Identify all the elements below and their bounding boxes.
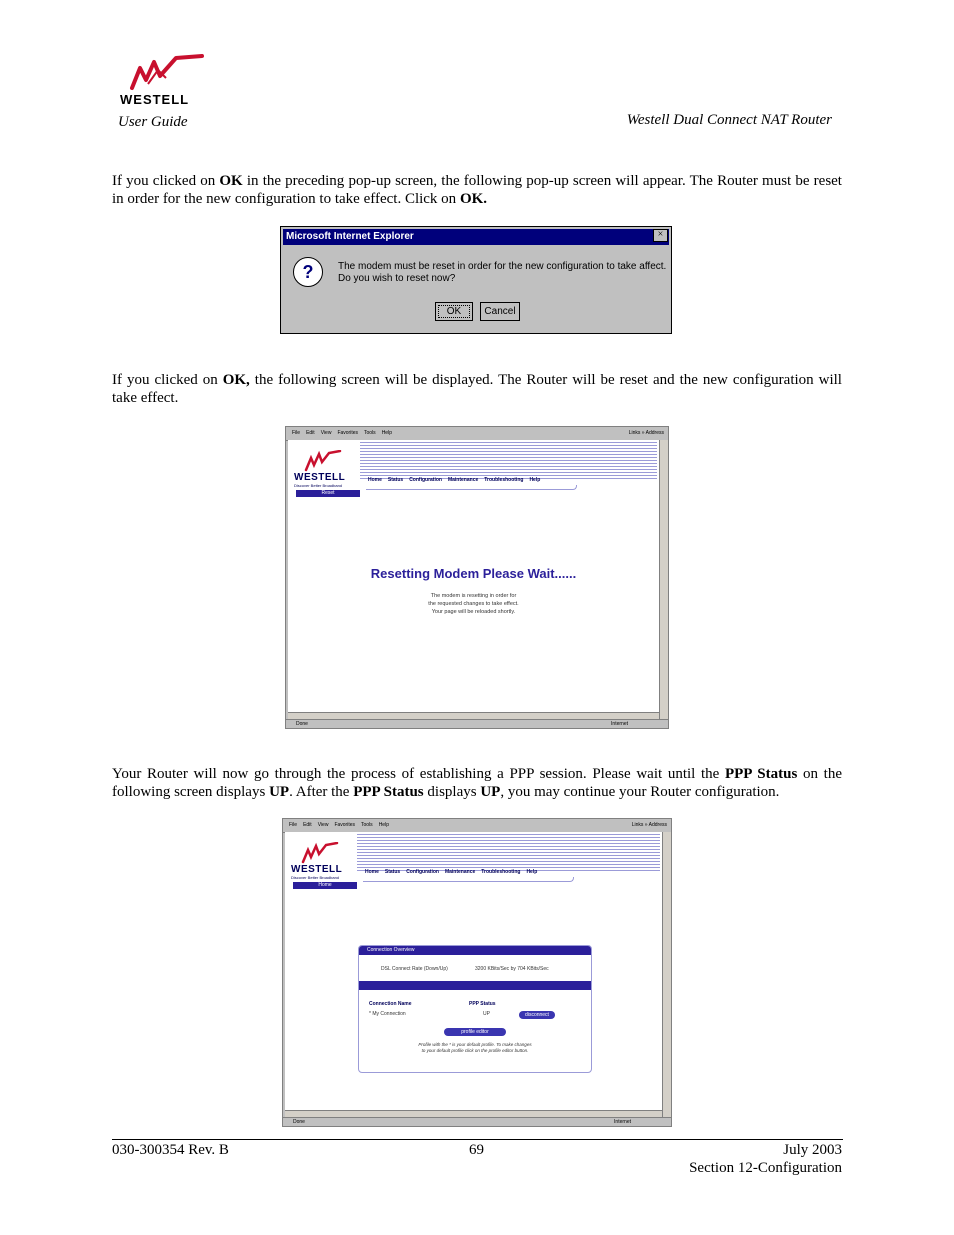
resetting-heading: Resetting Modem Please Wait...... [370,566,577,581]
nav-troubleshooting[interactable]: Troubleshooting [481,869,521,875]
ie-dialog [280,226,672,334]
browser-statusbar: Done Internet [283,1117,671,1126]
dialog-message: The modem must be reset in order for the new configuration to take affect. Do you wish to reset now? [338,261,667,284]
nav-help[interactable]: Help [526,869,538,875]
paragraph-1: If you clicked on OK in the preceding pop-up screen, the following pop-up screen will appear. The Router must be reset in order for the new configuration to take effect. Click on OK. [112,173,842,207]
browser-screenshot-home [282,818,672,1127]
browser-menubar: File Edit View Favorites Tools Help [286,427,668,441]
logo-text: WESTELL [120,92,190,107]
nav-home[interactable]: Home [368,477,382,483]
profile-editor-button[interactable]: profile editor [444,1028,506,1036]
overview-divider [359,981,591,990]
page-number: 69 [469,1142,484,1158]
westell-mini-logo-icon [299,842,339,864]
browser-tagline: Discover Better Broadband [291,875,340,880]
nav-troubleshooting[interactable]: Troubleshooting [484,477,524,483]
footer-rule [112,1139,843,1140]
browser-nav [365,869,543,875]
footer-section: Section 12-Configuration [689,1160,842,1176]
header-stripes [360,442,657,480]
connection-name: * My Connection [369,1011,406,1017]
westell-logo [118,54,204,106]
col-connection-name: Connection Name [369,1001,412,1007]
browser-logo: WESTELL [291,864,343,875]
vertical-scrollbar[interactable] [662,832,671,1117]
footer-doc-number: 030-300354 Rev. B [112,1142,229,1158]
nav-configuration[interactable]: Configuration [409,477,442,483]
profile-note: Profile with the * is your default profile. To make changes to your default profile click on the profile editor button. [418,1042,532,1053]
nav-home[interactable]: Home [365,869,379,875]
dialog-title: Microsoft Internet Explorer [283,229,669,245]
nav-maintenance[interactable]: Maintenance [447,477,479,483]
ok-button[interactable]: OK [435,302,473,321]
westell-logo-icon [118,54,204,94]
header-left: User Guide [118,114,188,130]
nav-maintenance[interactable]: Maintenance [444,869,476,875]
cancel-button[interactable]: Cancel [480,302,520,321]
rate-value: 3200 KBits/Sec by 704 KBits/Sec [475,966,549,972]
paragraph-3: Your Router will now go through the process of establishing a PPP session. Please wait until the PPP Status on the following screen displays UP. After the PPP Status displays UP, you may continue your Router configuration. [112,766,842,800]
disconnect-button[interactable]: disconnect [519,1011,555,1019]
nav-configuration[interactable]: Configuration [406,869,439,875]
ppp-status-value: UP [483,1011,490,1017]
browser-page [285,832,662,1110]
nav-status[interactable]: Status [387,477,404,483]
browser-nav [368,477,546,483]
connection-overview-box [358,945,592,1073]
browser-logo: WESTELL [294,472,346,483]
nav-help[interactable]: Help [529,477,541,483]
close-icon[interactable]: × [653,229,668,242]
question-icon: ? [293,257,323,287]
overview-title: Connection Overview [359,946,591,955]
paragraph-2: If you clicked on OK, the following screen will be displayed. The Router will be reset and the new configuration will take effect. [112,372,842,406]
home-button[interactable]: Home [293,882,357,889]
browser-links: Links » Address [631,822,667,828]
browser-links: Links » Address [628,430,664,436]
browser-menubar: File Edit View Favorites Tools Help [283,819,671,833]
westell-mini-logo-icon [302,450,342,472]
browser-page [288,440,659,712]
footer-date: July 2003 [783,1142,842,1158]
resetting-message: The modem is resetting in order for the requested changes to take effect. Your page will be reloaded shortly. [428,593,519,615]
header-right: Westell Dual Connect NAT Router [626,112,832,128]
browser-screenshot-reset [285,426,669,729]
nav-status[interactable]: Status [384,869,401,875]
nav-underline [363,877,574,882]
vertical-scrollbar[interactable] [659,440,668,719]
browser-statusbar: Done Internet [286,719,668,728]
rate-label: DSL Connect Rate (Down/Up) [381,966,448,972]
col-ppp-status: PPP Status [469,1001,496,1007]
nav-underline [366,485,577,490]
header-stripes [357,834,660,872]
browser-tagline: Discover Better Broadband [294,483,343,488]
reset-button[interactable]: Reset [296,490,360,497]
